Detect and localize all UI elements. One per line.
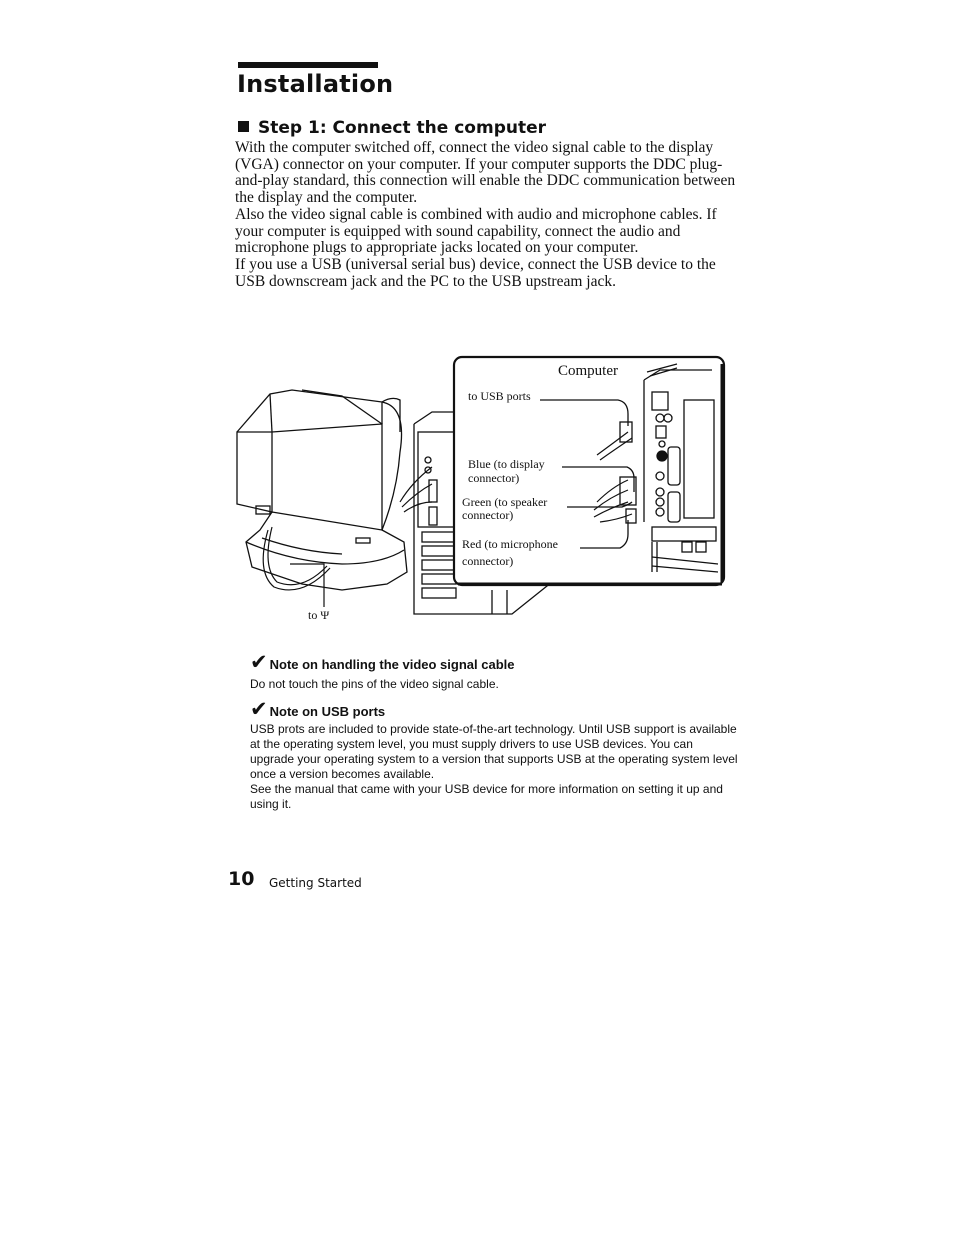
red-cable-label-cont: connector) bbox=[462, 554, 514, 568]
step-heading-text: Step 1: Connect the computer bbox=[258, 118, 547, 138]
square-bullet-icon bbox=[238, 121, 249, 132]
footer-section: Getting Started bbox=[269, 876, 362, 890]
usb-ports-label: to USB ports bbox=[468, 389, 531, 403]
power-outlet-label: to Ψ bbox=[308, 608, 330, 622]
note-usb-heading bbox=[250, 698, 386, 721]
paragraph-vga: With the computer switched off, connect the video signal cable to the display (VGA) connector on your computer. If your computer supports the DDC plug-and-play standard, this connection will enable the DDC communication between the display and the computer. bbox=[235, 139, 736, 207]
blue-cable-label: Blue (to display bbox=[468, 457, 545, 471]
page-title: Installation bbox=[237, 70, 394, 98]
note-usb-text-1: USB prots are included to provide state-of-the-art technology. Until USB support is available at the operating system level, you must supply drivers to use USB devices. You can upgrade your operating system to a version that supports USB at the operating system level once a version becomes available. bbox=[250, 722, 738, 781]
note-video-cable-heading bbox=[250, 651, 515, 674]
connection-diagram bbox=[232, 352, 732, 627]
checkmark-icon: ✔ bbox=[250, 698, 268, 721]
blue-cable-label-cont: connector) bbox=[468, 471, 520, 485]
note-usb-title: Note on USB ports bbox=[269, 704, 386, 719]
note-usb-text-2: See the manual that came with your USB device for more information on setting it up and using it. bbox=[250, 782, 723, 811]
paragraph-audio: Also the video signal cable is combined with audio and microphone cables. If your computer is equipped with sound capability, connect the audio and microphone plugs to appropriate jacks located on your computer. bbox=[235, 205, 717, 257]
note-video-cable-text: Do not touch the pins of the video signal cable. bbox=[250, 677, 499, 691]
paragraph-usb: If you use a USB (universal serial bus) device, connect the USB device to the USB downscream jack and the PC to the USB upstream jack. bbox=[235, 255, 716, 290]
note-usb-body bbox=[250, 722, 740, 812]
body-text bbox=[235, 140, 740, 290]
computer-label: Computer bbox=[558, 363, 618, 379]
checkmark-icon: ✔ bbox=[250, 651, 268, 674]
red-cable-label: Red (to microphone bbox=[462, 537, 558, 551]
green-cable-label-cont: connector) bbox=[462, 508, 514, 522]
step-heading bbox=[238, 118, 546, 138]
note-video-cable-body bbox=[250, 677, 740, 692]
page-number: 10 bbox=[228, 868, 255, 890]
green-cable-label: Green (to speaker bbox=[462, 495, 548, 509]
note-video-cable-title: Note on handling the video signal cable bbox=[269, 657, 515, 672]
title-rule bbox=[238, 62, 378, 68]
monitor-cables bbox=[263, 467, 432, 607]
monitor bbox=[237, 390, 407, 590]
